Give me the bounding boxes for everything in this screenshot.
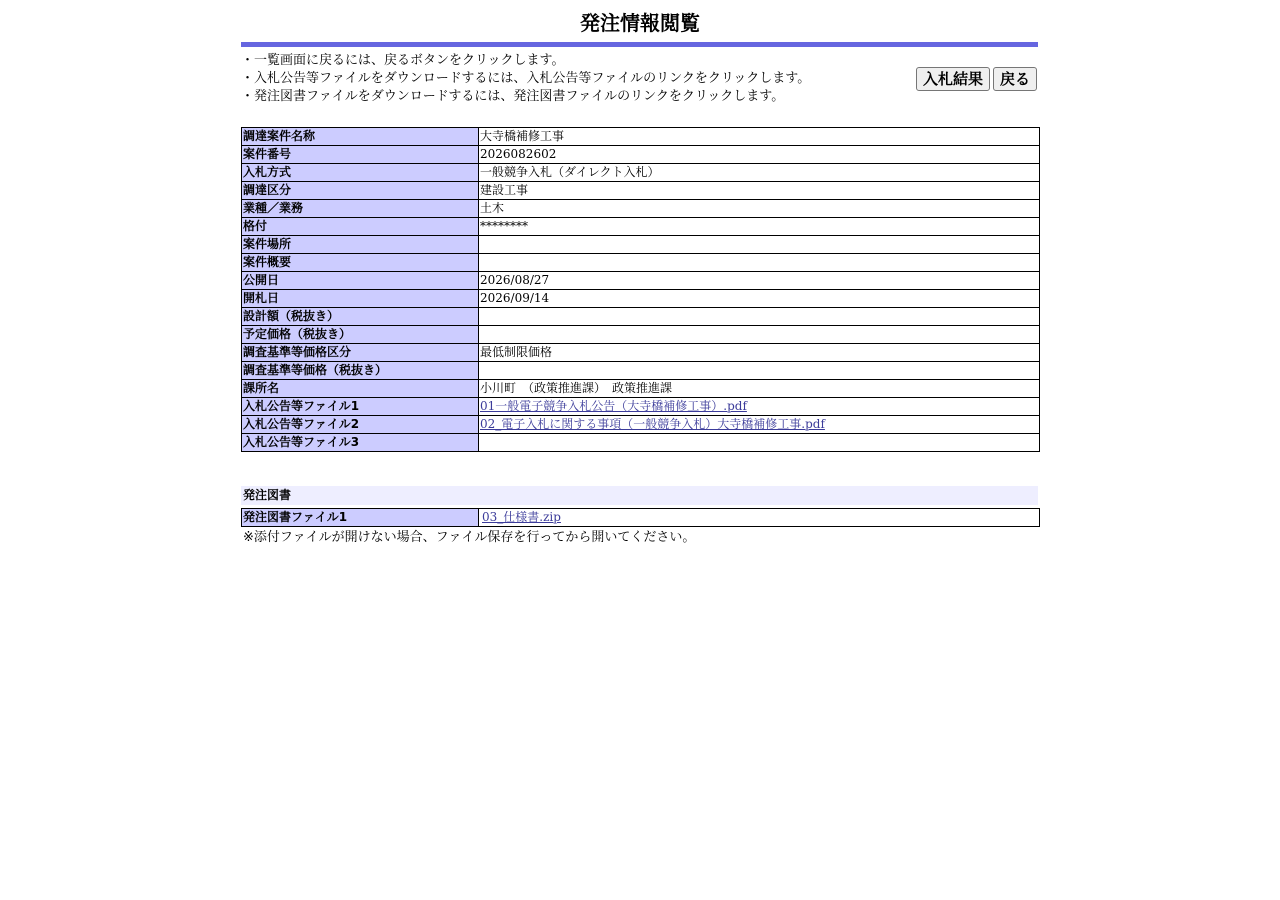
field-value: [479, 398, 1040, 416]
info-row: [242, 380, 1040, 398]
field-label: 予定価格（税抜き）: [242, 326, 479, 344]
info-row: [242, 128, 1040, 146]
order-info-table: [241, 127, 1040, 452]
drawings-table: [241, 508, 1040, 527]
field-value: 一般競争入札（ダイレクト入札）: [479, 164, 1040, 182]
page-title: 発注情報閲覧: [580, 13, 700, 35]
drawing-file-row: [242, 509, 1040, 527]
field-label: 案件番号: [242, 146, 479, 164]
field-value: [479, 254, 1040, 272]
field-value: [479, 416, 1040, 434]
field-value: 小川町 （政策推進課） 政策推進課: [479, 380, 1040, 398]
field-value: 2026082602: [479, 146, 1040, 164]
field-label: 格付: [242, 218, 479, 236]
instruction-line: ・一覧画面に戻るには、戻るボタンをクリックします。: [241, 53, 565, 68]
field-value: ********: [479, 218, 1040, 236]
field-label: 入札公告等ファイル2: [242, 416, 479, 434]
info-row: [242, 344, 1040, 362]
instruction-line: ・発注図書ファイルをダウンロードするには、発注図書ファイルのリンクをクリックします。: [241, 89, 785, 104]
field-value: 2026/09/14: [479, 290, 1040, 308]
field-value: [479, 236, 1040, 254]
bid-result-button[interactable]: 入札結果: [916, 67, 990, 91]
field-label: 開札日: [242, 290, 479, 308]
info-row: [242, 362, 1040, 380]
file-download-link[interactable]: 03_仕様書.zip: [482, 510, 561, 524]
field-label: 発注図書ファイル1: [242, 509, 479, 527]
drawings-section-title: 発注図書: [241, 486, 1038, 505]
attachment-note: ※添付ファイルが開けない場合、ファイル保存を行ってから開いてください。: [243, 530, 696, 545]
field-label: 調達案件名称: [242, 128, 479, 146]
intro-area: [241, 47, 1039, 127]
field-label: 調査基準等価格（税抜き）: [242, 362, 479, 380]
info-row: [242, 416, 1040, 434]
field-value: [479, 434, 1040, 452]
field-label: 課所名: [242, 380, 479, 398]
instruction-line: ・入札公告等ファイルをダウンロードするには、入札公告等ファイルのリンクをクリックします。: [241, 71, 811, 86]
field-label: 業種／業務: [242, 200, 479, 218]
info-row: [242, 146, 1040, 164]
info-row: [242, 272, 1040, 290]
field-label: 設計額（税抜き）: [242, 308, 479, 326]
field-label: 案件場所: [242, 236, 479, 254]
field-value: [479, 308, 1040, 326]
info-row: [242, 200, 1040, 218]
field-value: [479, 362, 1040, 380]
instructions-list: [241, 52, 810, 106]
info-row: [242, 254, 1040, 272]
info-row: [242, 326, 1040, 344]
field-value: 土木: [479, 200, 1040, 218]
field-label: 入札公告等ファイル1: [242, 398, 479, 416]
page-container: [241, 0, 1039, 547]
button-group: [916, 67, 1037, 91]
field-value: 最低制限価格: [479, 344, 1040, 362]
info-row: [242, 290, 1040, 308]
back-button[interactable]: 戻る: [993, 67, 1037, 91]
info-row: [242, 164, 1040, 182]
field-label: 入札方式: [242, 164, 479, 182]
field-value: 大寺橋補修工事: [479, 128, 1040, 146]
info-row: [242, 236, 1040, 254]
info-row: [242, 218, 1040, 236]
field-value: 2026/08/27: [479, 272, 1040, 290]
field-label: 公開日: [242, 272, 479, 290]
file-download-link[interactable]: 01一般電子競争入札公告（大寺橋補修工事）.pdf: [480, 399, 747, 413]
file-download-link[interactable]: 02_電子入札に関する事項（一般競争入札）大寺橋補修工事.pdf: [480, 417, 825, 431]
field-value: [479, 509, 1040, 527]
info-row: [242, 182, 1040, 200]
field-label: 入札公告等ファイル3: [242, 434, 479, 452]
info-row: [242, 434, 1040, 452]
field-label: 案件概要: [242, 254, 479, 272]
field-value: [479, 326, 1040, 344]
field-label: 調達区分: [242, 182, 479, 200]
field-value: 建設工事: [479, 182, 1040, 200]
field-label: 調査基準等価格区分: [242, 344, 479, 362]
info-row: [242, 398, 1040, 416]
info-row: [242, 308, 1040, 326]
